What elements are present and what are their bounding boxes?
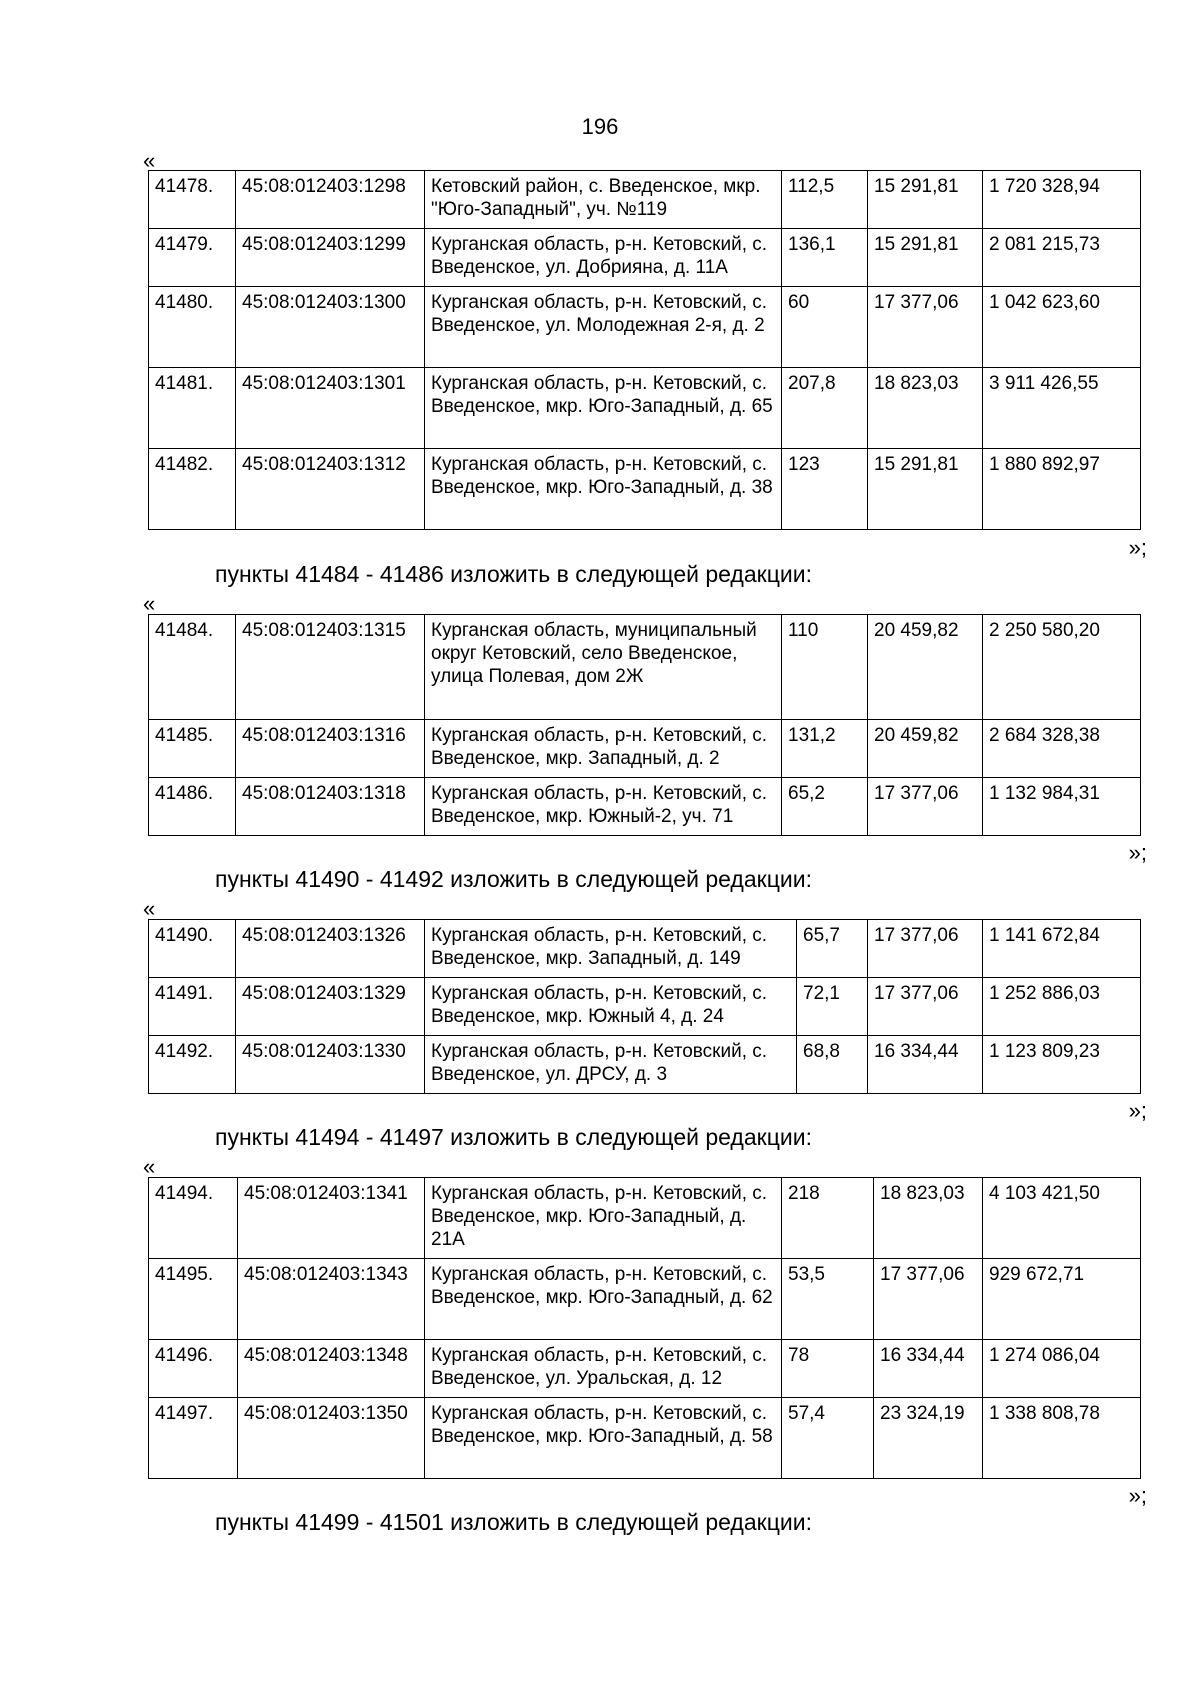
cadastral-number: 45:08:012403:1341 <box>238 1178 425 1259</box>
item-number: 41481. <box>149 368 236 449</box>
quote-close: »; <box>1128 535 1147 560</box>
cadastral-number: 45:08:012403:1300 <box>236 287 425 368</box>
registry-table-2 <box>148 614 1141 836</box>
area: 65,7 <box>797 920 868 978</box>
unit-price: 23 324,19 <box>874 1398 983 1479</box>
table-row <box>149 229 1141 287</box>
table-row <box>149 368 1141 449</box>
item-number: 41494. <box>149 1178 238 1259</box>
area: 136,1 <box>782 229 868 287</box>
address: Курганская область, р-н. Кетовский, с. Введенское, мкр. Юго-Западный, д. 58 <box>425 1398 782 1479</box>
table-row <box>149 615 1141 720</box>
cadastral-value: 4 103 421,50 <box>983 1178 1141 1259</box>
cadastral-number: 45:08:012403:1330 <box>236 1036 425 1094</box>
address: Курганская область, р-н. Кетовский, с. Введенское, мкр. Южный 4, д. 24 <box>425 978 797 1036</box>
cadastral-number: 45:08:012403:1350 <box>238 1398 425 1479</box>
address: Курганская область, р-н. Кетовский, с. Введенское, мкр. Юго-Западный, д. 62 <box>425 1259 782 1340</box>
table-row <box>149 920 1141 978</box>
address: Курганская область, р-н. Кетовский, с. Введенское, ул. ДРСУ, д. 3 <box>425 1036 797 1094</box>
cadastral-value: 1 338 808,78 <box>983 1398 1141 1479</box>
cadastral-number: 45:08:012403:1326 <box>236 920 425 978</box>
area: 72,1 <box>797 978 868 1036</box>
item-number: 41495. <box>149 1259 238 1340</box>
table-row <box>149 1340 1141 1398</box>
table-row <box>149 287 1141 368</box>
item-number: 41482. <box>149 449 236 530</box>
address: Курганская область, р-н. Кетовский, с. Введенское, мкр. Юго-Западный, д. 38 <box>425 449 782 530</box>
amendment-instruction: пункты 41484 - 41486 изложить в следующей редакции: <box>215 561 812 587</box>
item-number: 41496. <box>149 1340 238 1398</box>
item-number: 41478. <box>149 171 236 229</box>
item-number: 41491. <box>149 978 236 1036</box>
unit-price: 16 334,44 <box>874 1340 983 1398</box>
table-row <box>149 1259 1141 1340</box>
quote-open: « <box>143 148 156 173</box>
table-row <box>149 720 1141 778</box>
area: 110 <box>782 615 868 720</box>
item-number: 41492. <box>149 1036 236 1094</box>
area: 65,2 <box>782 778 868 836</box>
cadastral-value: 929 672,71 <box>983 1259 1141 1340</box>
area: 123 <box>782 449 868 530</box>
amendment-instruction: пункты 41494 - 41497 изложить в следующей редакции: <box>215 1124 812 1150</box>
quote-close: »; <box>1128 1483 1147 1508</box>
cadastral-number: 45:08:012403:1348 <box>238 1340 425 1398</box>
cadastral-value: 3 911 426,55 <box>983 368 1141 449</box>
area: 131,2 <box>782 720 868 778</box>
quote-close: »; <box>1128 840 1147 865</box>
page-number: 196 <box>581 114 619 139</box>
area: 53,5 <box>782 1259 874 1340</box>
cadastral-number: 45:08:012403:1301 <box>236 368 425 449</box>
cadastral-number: 45:08:012403:1299 <box>236 229 425 287</box>
registry-table-4 <box>148 1177 1141 1479</box>
amendment-instruction: пункты 41490 - 41492 изложить в следующей редакции: <box>215 866 812 892</box>
cadastral-value: 2 250 580,20 <box>983 615 1141 720</box>
cadastral-value: 2 081 215,73 <box>983 229 1141 287</box>
unit-price: 17 377,06 <box>868 778 983 836</box>
cadastral-value: 1 132 984,31 <box>983 778 1141 836</box>
area: 218 <box>782 1178 874 1259</box>
cadastral-number: 45:08:012403:1312 <box>236 449 425 530</box>
cadastral-number: 45:08:012403:1315 <box>236 615 425 720</box>
item-number: 41486. <box>149 778 236 836</box>
cadastral-number: 45:08:012403:1298 <box>236 171 425 229</box>
quote-open: « <box>143 591 156 616</box>
quote-open: « <box>143 896 156 921</box>
table-row <box>149 449 1141 530</box>
cadastral-value: 1 042 623,60 <box>983 287 1141 368</box>
cadastral-value: 1 252 886,03 <box>983 978 1141 1036</box>
table-row <box>149 1398 1141 1479</box>
table-row <box>149 1178 1141 1259</box>
unit-price: 17 377,06 <box>868 978 983 1036</box>
quote-open: « <box>143 1154 156 1179</box>
unit-price: 15 291,81 <box>868 171 983 229</box>
cadastral-number: 45:08:012403:1343 <box>238 1259 425 1340</box>
item-number: 41490. <box>149 920 236 978</box>
amendment-instruction: пункты 41499 - 41501 изложить в следующей редакции: <box>215 1509 812 1535</box>
unit-price: 20 459,82 <box>868 615 983 720</box>
unit-price: 18 823,03 <box>874 1178 983 1259</box>
address: Курганская область, р-н. Кетовский, с. Введенское, мкр. Западный, д. 2 <box>425 720 782 778</box>
unit-price: 16 334,44 <box>868 1036 983 1094</box>
area: 112,5 <box>782 171 868 229</box>
address: Курганская область, р-н. Кетовский, с. Введенское, мкр. Юго-Западный, д. 21А <box>425 1178 782 1259</box>
address: Курганская область, р-н. Кетовский, с. Введенское, мкр. Западный, д. 149 <box>425 920 797 978</box>
address: Кетовский район, с. Введенское, мкр. "Юго-Западный", уч. №119 <box>425 171 782 229</box>
cadastral-value: 1 141 672,84 <box>983 920 1141 978</box>
unit-price: 17 377,06 <box>874 1259 983 1340</box>
table-row <box>149 978 1141 1036</box>
address: Курганская область, р-н. Кетовский, с. Введенское, мкр. Юго-Западный, д. 65 <box>425 368 782 449</box>
cadastral-value: 1 274 086,04 <box>983 1340 1141 1398</box>
cadastral-value: 2 684 328,38 <box>983 720 1141 778</box>
area: 57,4 <box>782 1398 874 1479</box>
address: Курганская область, р-н. Кетовский, с. Введенское, мкр. Южный-2, уч. 71 <box>425 778 782 836</box>
cadastral-number: 45:08:012403:1329 <box>236 978 425 1036</box>
item-number: 41485. <box>149 720 236 778</box>
cadastral-number: 45:08:012403:1316 <box>236 720 425 778</box>
quote-close: »; <box>1128 1098 1147 1123</box>
item-number: 41497. <box>149 1398 238 1479</box>
area: 60 <box>782 287 868 368</box>
table-row <box>149 1036 1141 1094</box>
table-row <box>149 171 1141 229</box>
unit-price: 15 291,81 <box>868 229 983 287</box>
registry-table-3 <box>148 919 1141 1094</box>
address: Курганская область, р-н. Кетовский, с. Введенское, ул. Молодежная 2-я, д. 2 <box>425 287 782 368</box>
area: 68,8 <box>797 1036 868 1094</box>
cadastral-value: 1 880 892,97 <box>983 449 1141 530</box>
unit-price: 20 459,82 <box>868 720 983 778</box>
item-number: 41479. <box>149 229 236 287</box>
unit-price: 17 377,06 <box>868 287 983 368</box>
cadastral-number: 45:08:012403:1318 <box>236 778 425 836</box>
unit-price: 15 291,81 <box>868 449 983 530</box>
unit-price: 18 823,03 <box>868 368 983 449</box>
cadastral-value: 1 720 328,94 <box>983 171 1141 229</box>
area: 207,8 <box>782 368 868 449</box>
unit-price: 17 377,06 <box>868 920 983 978</box>
item-number: 41484. <box>149 615 236 720</box>
table-row <box>149 778 1141 836</box>
address: Курганская область, р-н. Кетовский, с. Введенское, ул. Добрияна, д. 11А <box>425 229 782 287</box>
registry-table-1 <box>148 170 1141 530</box>
address: Курганская область, муниципальный округ Кетовский, село Введенское, улица Полевая, дом 2Ж <box>425 615 782 720</box>
cadastral-value: 1 123 809,23 <box>983 1036 1141 1094</box>
address: Курганская область, р-н. Кетовский, с. Введенское, ул. Уральская, д. 12 <box>425 1340 782 1398</box>
item-number: 41480. <box>149 287 236 368</box>
area: 78 <box>782 1340 874 1398</box>
